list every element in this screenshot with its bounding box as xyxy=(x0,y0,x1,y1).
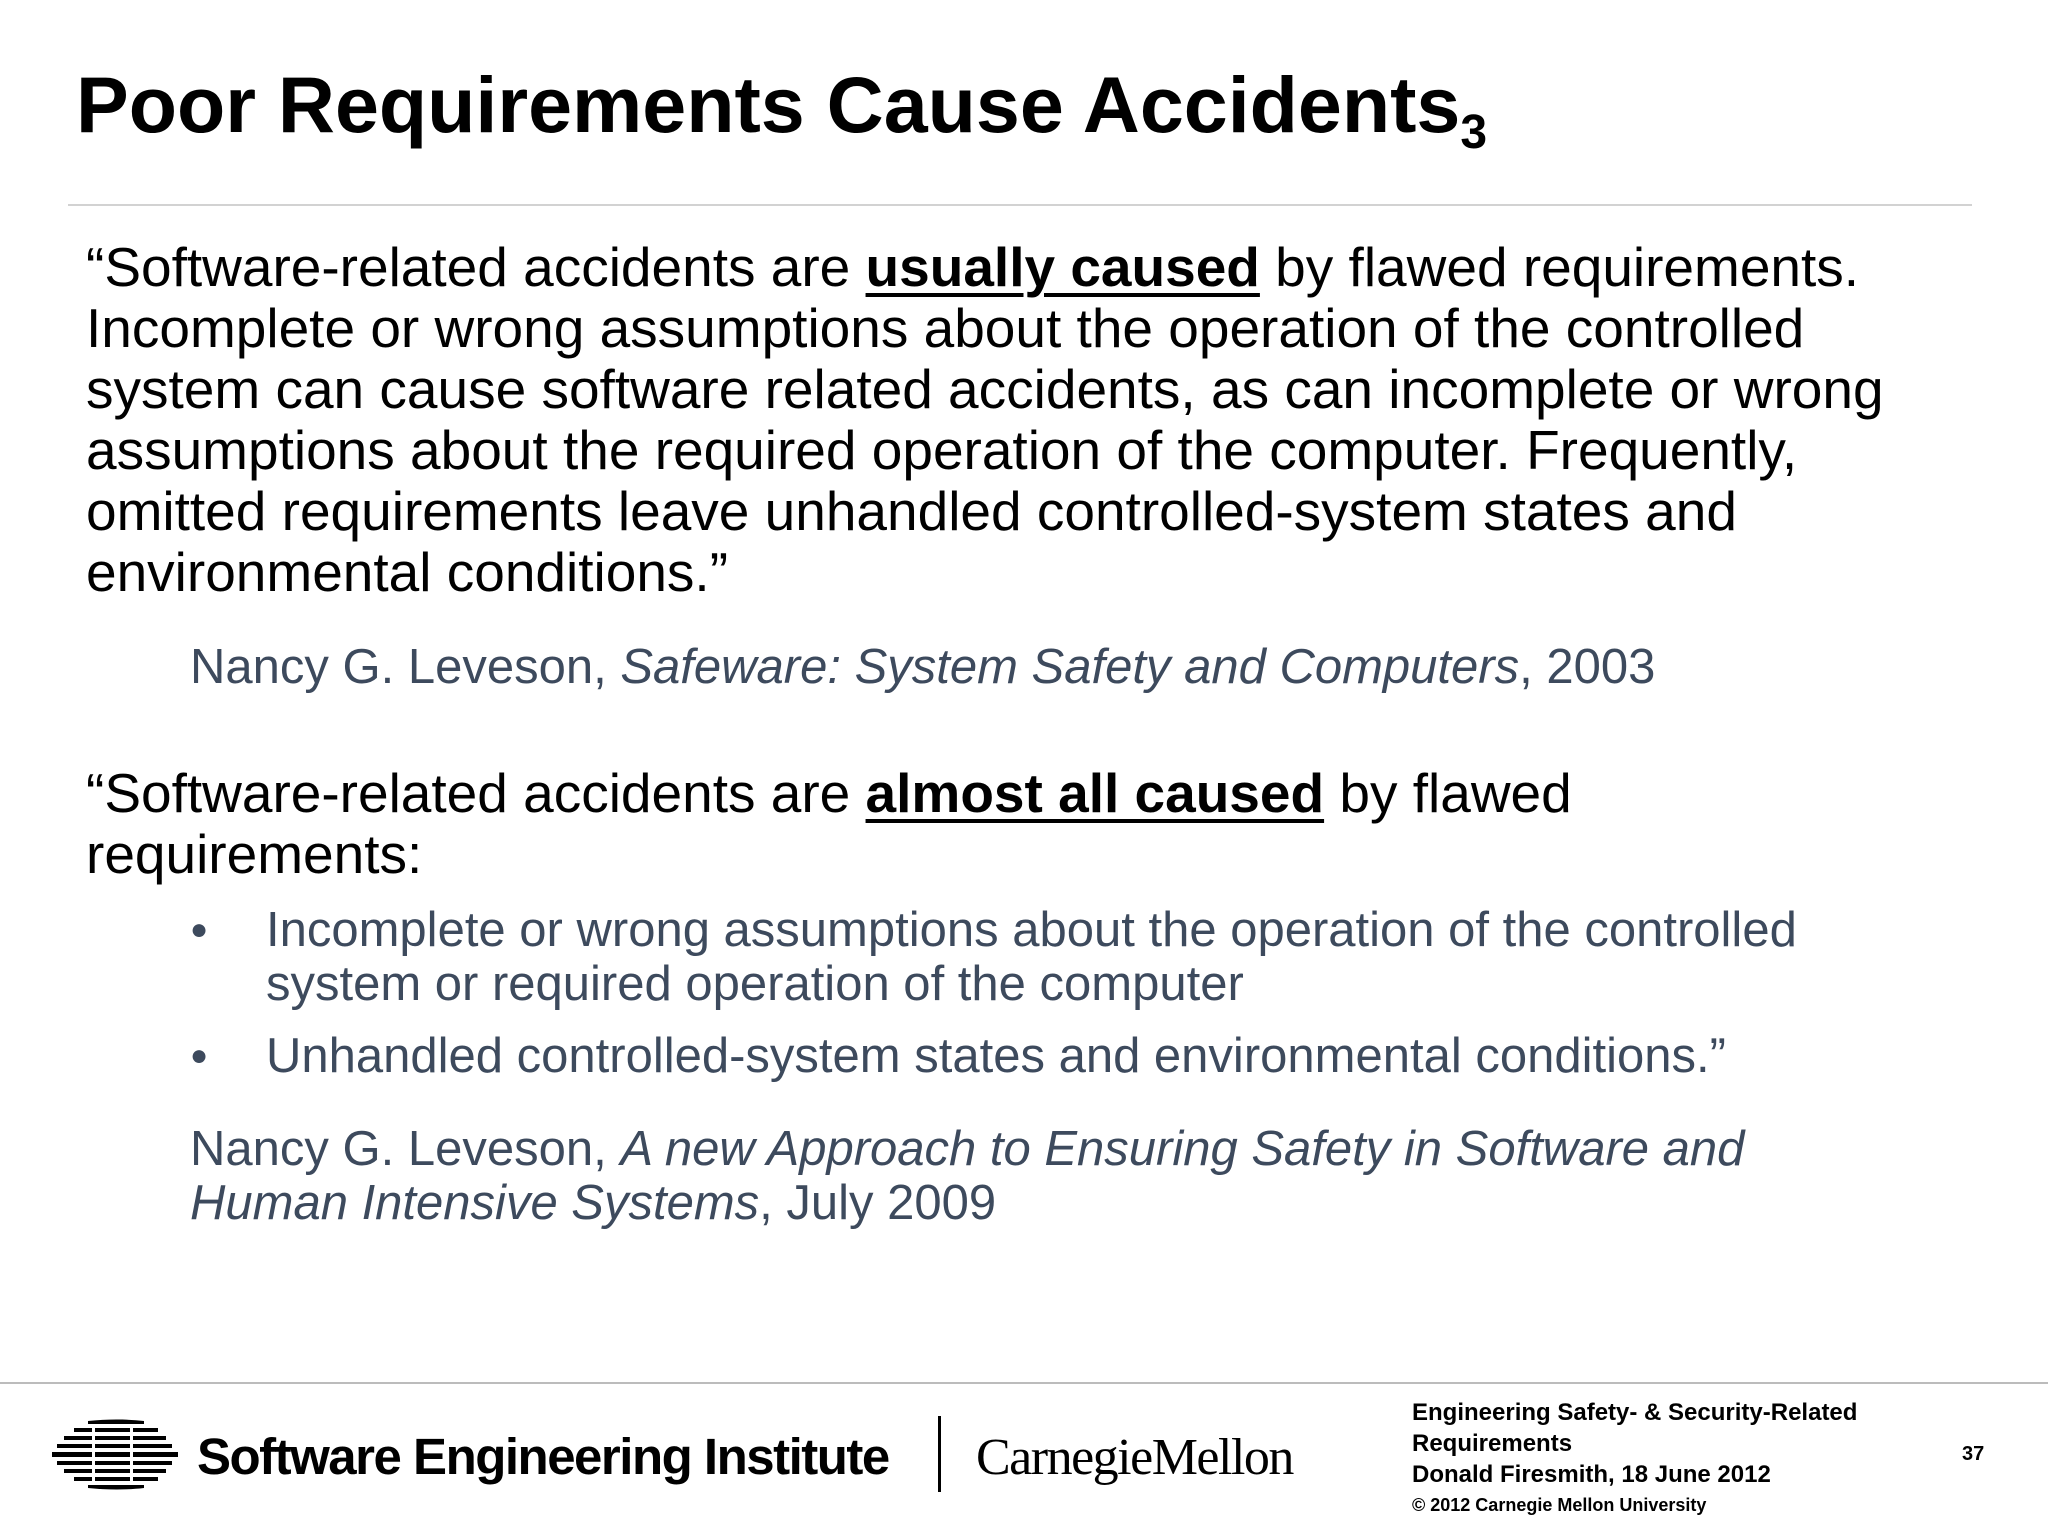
footer-info xyxy=(1412,1397,1932,1490)
footer-logo-separator xyxy=(938,1416,941,1492)
citation-2-date: , July 2009 xyxy=(759,1176,997,1230)
bullet-icon: ● xyxy=(190,913,209,946)
bullet-icon: ● xyxy=(190,1039,209,1072)
bullet-text: Incomplete or wrong assumptions about the operation of the controlled system or required operation of the computer xyxy=(266,903,1797,1011)
footer-course-title: Engineering Safety- & Security-Related Requirements xyxy=(1412,1399,1858,1457)
quote-1 xyxy=(86,237,1986,603)
slide-title-subscript: 3 xyxy=(1460,106,1488,159)
quote-1-before: “Software-related accidents are xyxy=(86,236,866,298)
title-divider xyxy=(68,204,1972,206)
bullet-item xyxy=(190,1029,1930,1083)
citation-1 xyxy=(190,640,1655,694)
citation-1-year: , 2003 xyxy=(1519,640,1656,694)
slide-title xyxy=(76,60,1488,159)
sei-wordmark: Software Engineering Institute xyxy=(197,1428,889,1485)
footer-author-date: Donald Firesmith, 18 June 2012 xyxy=(1412,1461,1771,1488)
page-number: 37 xyxy=(1962,1443,1985,1465)
citation-2 xyxy=(190,1122,1910,1230)
quote-2-emphasis: almost all caused xyxy=(865,762,1325,824)
sei-logo-icon xyxy=(52,1418,178,1492)
slide-title-text: Poor Requirements Cause Accidents xyxy=(76,60,1461,149)
citation-2-work: A new Approach to Ensuring Safety in Software and Human Intensive Systems xyxy=(190,1122,1745,1230)
quote-2-after: by flawed requirements: xyxy=(86,762,1572,885)
quote-2-before: “Software-related accidents are xyxy=(86,762,866,824)
quote-2-bullet-list xyxy=(190,903,1930,1101)
bullet-item xyxy=(190,903,1930,1011)
quote-2 xyxy=(86,763,1886,885)
footer-divider xyxy=(0,1382,2048,1384)
quote-1-emphasis: usually caused xyxy=(865,236,1260,298)
quote-1-after: by flawed requirements. Incomplete or wrong assumptions about the operation of the controlled system can cause software related accidents, as can incomplete or wrong assumptions about the required operation of the computer. Frequently, omitted requirements leave unhandled controlled-system states and environmental conditions.” xyxy=(86,236,1884,603)
bullet-text: Unhandled controlled-system states and environmental conditions.” xyxy=(266,1029,1726,1083)
citation-2-author: Nancy G. Leveson, xyxy=(190,1122,621,1176)
citation-1-author: Nancy G. Leveson, xyxy=(190,640,621,694)
footer-copyright: © 2012 Carnegie Mellon University xyxy=(1412,1495,1707,1515)
citation-1-work: Safeware: System Safety and Computers xyxy=(620,640,1520,694)
cmu-wordmark: CarnegieMellon xyxy=(976,1429,1293,1486)
